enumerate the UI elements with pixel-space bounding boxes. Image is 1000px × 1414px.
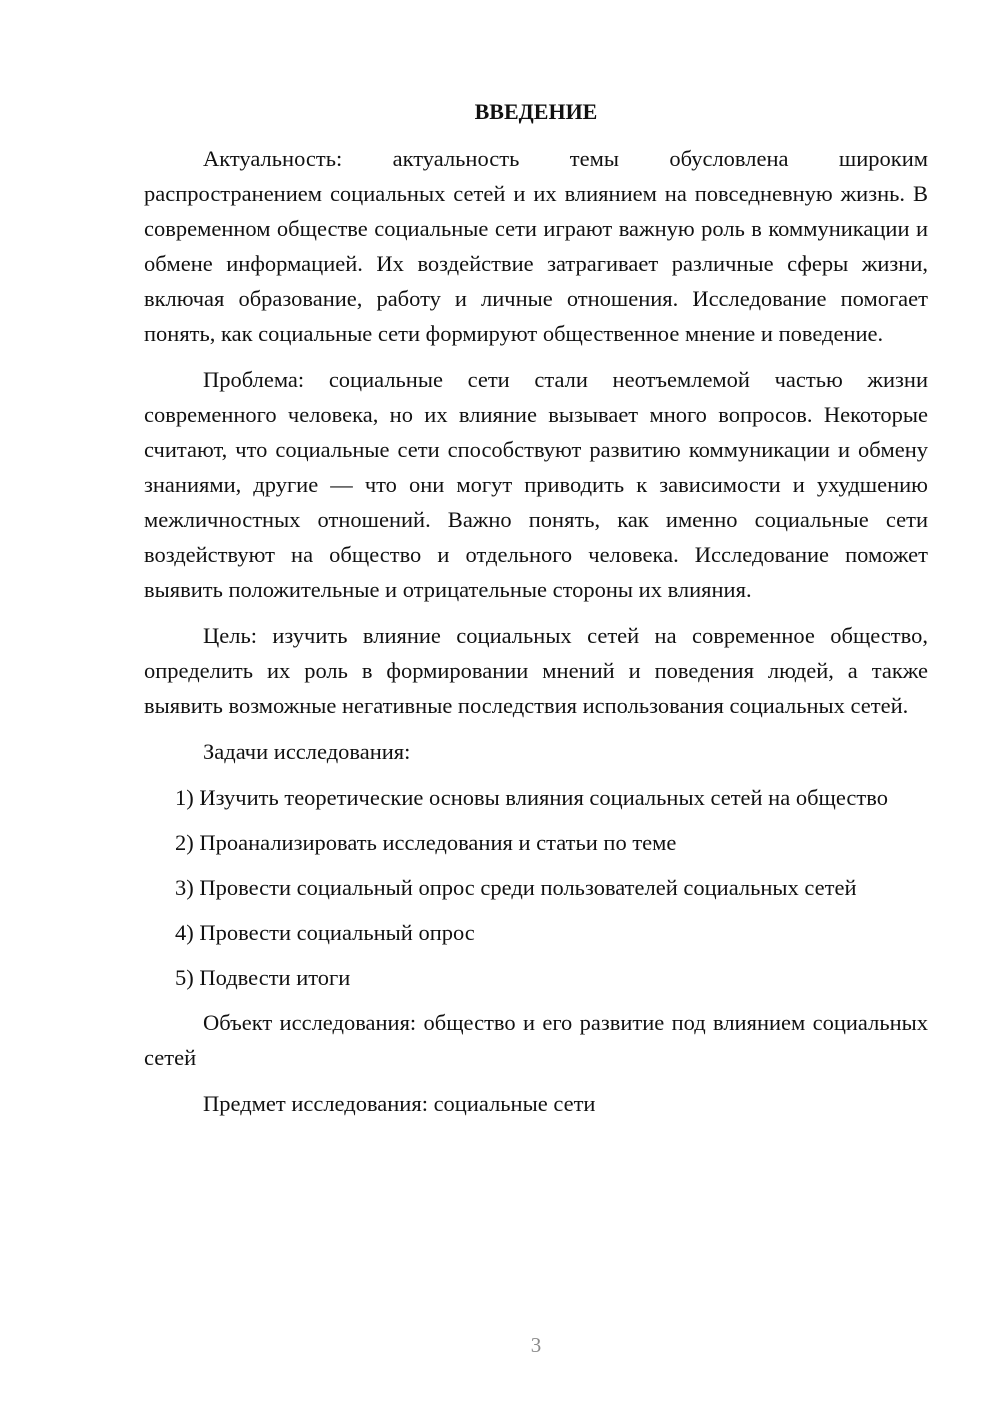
list-item: 4) Провести социальный опрос <box>175 920 475 945</box>
subject-paragraph: Предмет исследования: социальные сети <box>203 1091 596 1116</box>
page-body <box>144 94 928 1132</box>
list-item: 2) Проанализировать исследования и статьи по теме <box>175 830 677 855</box>
page-number: 3 <box>530 1333 542 1357</box>
goal-paragraph: Цель: изучить влияние социальных сетей на современное общество, определить их роль в формировании мнений и поведения людей, а также выявить возможные негативные последствия использования социальных сетей. <box>144 623 928 718</box>
list-item: 3) Провести социальный опрос среди пользователей социальных сетей <box>175 875 857 900</box>
relevance-paragraph: Актуальность: актуальность темы обусловлена широким распространением социальных сетей и их влиянием на повседневную жизнь. В современном обществе социальные сети играют важную роль в коммуникации и обмене информацией. Их воздействие затрагивает различные сферы жизни, включая образование, работу и личные отношения. Исследование помогает понять, как социальные сети формируют общественное мнение и поведение. <box>144 146 928 346</box>
object-paragraph: Объект исследования: общество и его развитие под влиянием социальных сетей <box>144 1010 928 1070</box>
tasks-heading: Задачи исследования: <box>203 739 411 764</box>
page-title: ВВЕДЕНИЕ <box>474 99 598 124</box>
tasks-list <box>144 780 928 995</box>
problem-paragraph: Проблема: социальные сети стали неотъемлемой частью жизни современного человека, но их влияние вызывает много вопросов. Некоторые считают, что социальные сети способствуют развитию коммуникации и обмену знаниями, другие — что они могут приводить к зависимости и ухудшению межличностных отношений. Важно понять, как именно социальные сети воздействуют на общество и отдельного человека. Исследование поможет выявить положительные и отрицательные стороны их влияния. <box>144 367 928 602</box>
list-item: 1) Изучить теоретические основы влияния социальных сетей на общество <box>175 785 888 810</box>
list-item: 5) Подвести итоги <box>175 965 351 990</box>
